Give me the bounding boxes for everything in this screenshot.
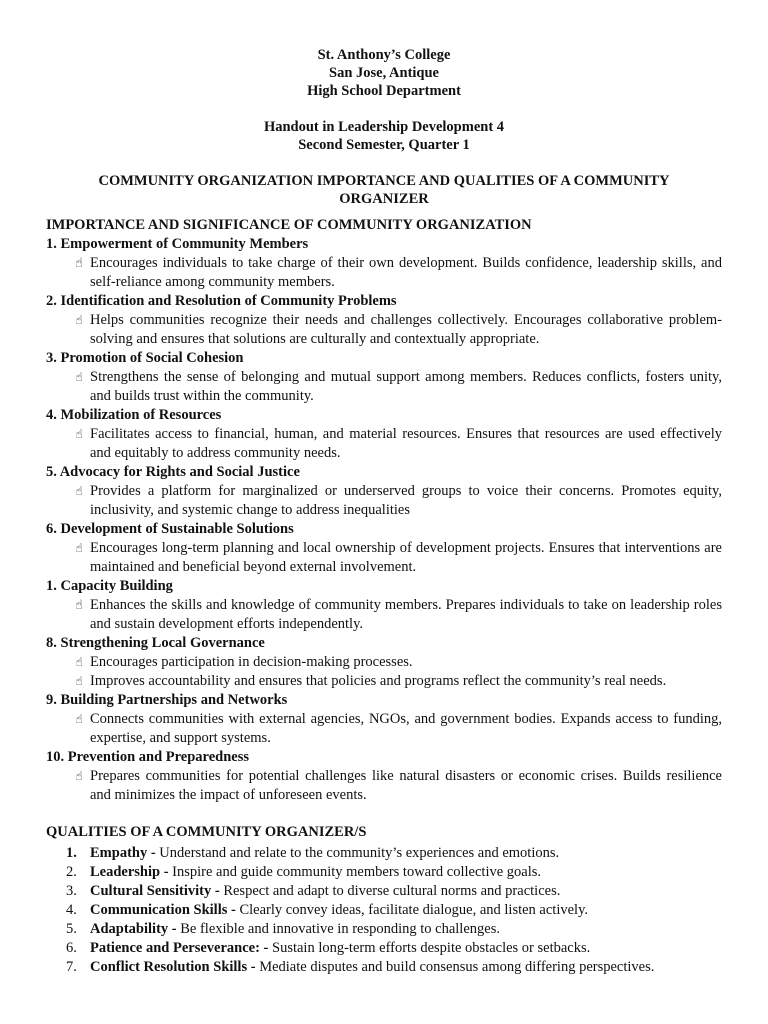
quality-description: Sustain long-term efforts despite obstacles or setbacks.: [268, 940, 591, 956]
importance-item: [46, 577, 722, 634]
quality-item: [46, 882, 722, 901]
hand-pointing-outline-icon: ☝: [75, 313, 83, 327]
department-name: High School Department: [307, 83, 461, 99]
importance-item: [46, 691, 722, 748]
quality-item: [46, 958, 722, 977]
qualities-list: [46, 844, 722, 977]
quality-term: Adaptability -: [90, 921, 177, 937]
quality-description: Respect and adapt to diverse cultural norms and practices.: [219, 883, 561, 899]
quality-description: Clearly convey ideas, facilitate dialogue, and listen actively.: [235, 902, 589, 918]
importance-item: [46, 292, 722, 349]
quality-term: Patience and Perseverance: -: [90, 940, 269, 956]
importance-item: [46, 463, 722, 520]
hand-pointing-outline-icon: ☝: [75, 541, 83, 555]
importance-bullet: ☝ Helps communities recognize their needs and challenges collectively. Encourages collaborative problem-solving and ensures that solutions are culturally and contextually appropriate.: [46, 311, 722, 349]
hand-pointing-outline-icon: ☝: [75, 712, 83, 726]
hand-pointing-outline-icon: ☝: [75, 370, 83, 384]
quality-term: Communication Skills -: [90, 902, 236, 918]
quality-item: [46, 863, 722, 882]
importance-item-title: 10. Prevention and Preparedness: [46, 749, 250, 765]
hand-pointing-outline-icon: ☝: [75, 674, 83, 688]
quality-number: 5.: [66, 921, 77, 937]
hand-pointing-outline-icon: ☝: [75, 427, 83, 441]
importance-item-title: 6. Development of Sustainable Solutions: [46, 521, 294, 537]
quality-number: 4.: [66, 902, 77, 918]
importance-bullet: ☝ Encourages long-term planning and local ownership of development projects. Ensures that interventions are maintained and beneficial beyond external involvement.: [46, 539, 722, 577]
quality-term: Cultural Sensitivity -: [90, 883, 220, 899]
quality-term: Conflict Resolution Skills -: [90, 959, 256, 975]
importance-item-title: 9. Building Partnerships and Networks: [46, 692, 288, 708]
quality-term: Leadership -: [90, 864, 169, 880]
importance-item: [46, 748, 722, 805]
importance-item: [46, 520, 722, 577]
importance-bullet: ☝ Facilitates access to financial, human, and material resources. Ensures that resources are used effectively and equitably to address community needs.: [46, 425, 722, 463]
quality-item: [46, 939, 722, 958]
importance-item-title: 5. Advocacy for Rights and Social Justice: [46, 464, 300, 480]
quality-number: 1.: [66, 845, 77, 861]
importance-item: [46, 349, 722, 406]
importance-bullet: ☝ Encourages individuals to take charge of their own development. Builds confidence, leadership skills, and self-reliance among community members.: [46, 254, 722, 292]
importance-item-title: 3. Promotion of Social Cohesion: [46, 350, 244, 366]
quality-number: 6.: [66, 940, 77, 956]
handout-title: Handout in Leadership Development 4: [263, 119, 505, 135]
document-title-line1: COMMUNITY ORGANIZATION IMPORTANCE AND QUALITIES OF A COMMUNITY: [98, 173, 670, 189]
quality-description: Inspire and guide community members toward collective goals.: [168, 864, 542, 880]
quality-item: [46, 844, 722, 863]
importance-heading: IMPORTANCE AND SIGNIFICANCE OF COMMUNITY ORGANIZATION: [46, 217, 532, 233]
quality-description: Understand and relate to the community’s experiences and emotions.: [155, 845, 560, 861]
importance-item: [46, 634, 722, 691]
hand-pointing-outline-icon: ☝: [75, 769, 83, 783]
importance-item-title: 1. Empowerment of Community Members: [46, 236, 309, 252]
importance-item-title: 8. Strengthening Local Governance: [46, 635, 265, 651]
hand-pointing-outline-icon: ☝: [75, 484, 83, 498]
importance-item: [46, 235, 722, 292]
quality-description: Be flexible and innovative in responding to challenges.: [176, 921, 500, 937]
importance-bullet: ☝ Improves accountability and ensures that policies and programs reflect the community’s real needs.: [46, 672, 722, 691]
school-location: San Jose, Antique: [329, 65, 439, 81]
document-title-line2: ORGANIZER: [339, 191, 429, 207]
importance-item-title: 1. Capacity Building: [46, 578, 173, 594]
quality-item: [46, 901, 722, 920]
handout-page: [46, 46, 722, 977]
hand-pointing-outline-icon: ☝: [75, 655, 83, 669]
quality-description: Mediate disputes and build consensus among differing perspectives.: [255, 959, 655, 975]
hand-pointing-filled-icon: ☝: [75, 256, 83, 271]
school-name: St. Anthony’s College: [317, 47, 451, 63]
term-label: Second Semester, Quarter 1: [298, 137, 470, 153]
quality-item: [46, 920, 722, 939]
qualities-heading: QUALITIES OF A COMMUNITY ORGANIZER/S: [46, 824, 367, 840]
quality-number: 2.: [66, 864, 77, 880]
importance-item: [46, 406, 722, 463]
importance-bullet: ☝ Strengthens the sense of belonging and mutual support among members. Reduces conflicts, fosters unity, and builds trust within the community.: [46, 368, 722, 406]
importance-item-title: 4. Mobilization of Resources: [46, 407, 222, 423]
importance-bullet: ☝ Enhances the skills and knowledge of community members. Prepares individuals to take on leadership roles and sustain development efforts independently.: [46, 596, 722, 634]
importance-bullet: ☝ Provides a platform for marginalized or underserved groups to voice their concerns. Promotes equity, inclusivity, and systemic change to address inequalities: [46, 482, 722, 520]
importance-bullet: ☝ Encourages participation in decision-making processes.: [46, 653, 722, 672]
quality-number: 7.: [66, 959, 77, 975]
quality-term: Empathy -: [90, 845, 156, 861]
importance-item-title: 2. Identification and Resolution of Community Problems: [46, 293, 397, 309]
hand-pointing-filled-icon: ☝: [75, 598, 83, 613]
importance-bullet: ☝ Prepares communities for potential challenges like natural disasters or economic crises. Builds resilience and minimizes the impact of unforeseen events.: [46, 767, 722, 805]
quality-number: 3.: [66, 883, 77, 899]
importance-bullet: ☝ Connects communities with external agencies, NGOs, and government bodies. Expands access to funding, expertise, and support systems.: [46, 710, 722, 748]
